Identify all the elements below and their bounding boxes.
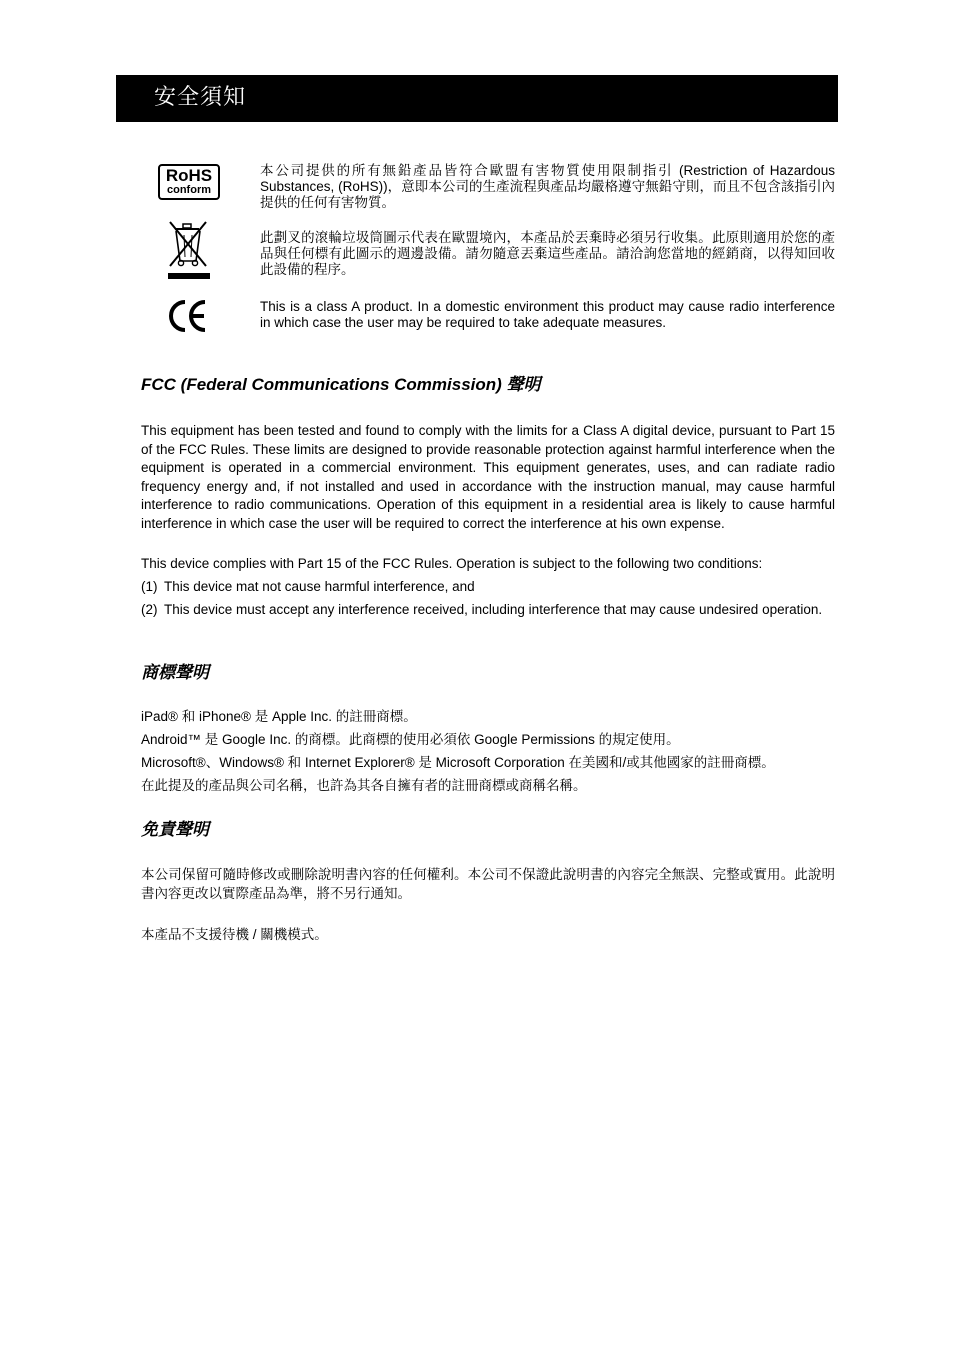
condition-text: This device must accept any interference received, including interference that may cause undesired operation. xyxy=(164,602,823,617)
ce-mark-icon xyxy=(167,299,209,333)
trademark-heading: 商標聲明 xyxy=(141,663,209,682)
rohs-logo-line2: conform xyxy=(167,184,211,196)
condition-number: (1) xyxy=(141,579,158,594)
rohs-notice-text: 本公司提供的所有無鉛產品皆符合歐盟有害物質使用限制指引 (Restriction of Hazardous Substances, (RoHS))，意即本公司的生產流程與產品均嚴格遵守無鉛守則，而且不包含該指引內提供的任何有害物質。 xyxy=(260,163,835,210)
trademark-line-google: Android™ 是 Google Inc. 的商標。此商標的使用必須依 Google Permissions 的規定使用。 xyxy=(141,732,680,747)
fcc-paragraph-2: This device complies with Part 15 of the FCC Rules. Operation is subject to the following two conditions: xyxy=(141,556,763,571)
fcc-paragraph-1: This equipment has been tested and found to comply with the limits for a Class A digital device, pursuant to Part 15 of the FCC Rules. These limits are designed to provide reasonable protection against harmful interference when the equipment is operated in a commercial environment. This equipment generates, uses, and can radiate radio frequency energy and, if not installed and used in accordance with the instruction manual, may cause harmful interference to radio communications. Operation of this equipment in a residential area is likely to cause harmful interference in which case the user will be required to correct the interference at his own expense. xyxy=(141,423,835,531)
crossed-out-wheelie-bin-icon xyxy=(164,219,212,281)
trademark-line-apple: iPad® 和 iPhone® 是 Apple Inc. 的註冊商標。 xyxy=(141,709,417,724)
condition-text: This device mat not cause harmful interference, and xyxy=(164,579,475,594)
trademark-line-microsoft: Microsoft®、Windows® 和 Internet Explorer® 是 Microsoft Corporation 在美國和/或其他國家的註冊商標。 xyxy=(141,755,775,770)
disclaimer-heading: 免責聲明 xyxy=(141,820,209,839)
disclaimer-paragraph-2: 本產品不支援待機 / 關機模式。 xyxy=(141,927,328,942)
fcc-condition-1 xyxy=(141,578,835,597)
section-header-bar xyxy=(116,75,838,122)
fcc-heading: FCC (Federal Communications Commission) 聲明 xyxy=(141,375,541,394)
weee-notice-text: 此劃叉的滾輪垃圾筒圖示代表在歐盟境內，本產品於丟棄時必須另行收集。此原則適用於您的產品與任何標有此圖示的週邊設備。請勿隨意丟棄這些產品。請洽詢您當地的經銷商，以得知回收此設備的程序。 xyxy=(260,230,835,277)
trademark-line-general: 在此提及的產品與公司名稱，也許為其各自擁有者的註冊商標或商稱名稱。 xyxy=(141,778,587,793)
disclaimer-paragraph-1: 本公司保留可隨時修改或刪除說明書內容的任何權利。本公司不保證此說明書的內容完全無誤、完整或實用。此說明書內容更改以實際產品為準，將不另行通知。 xyxy=(141,867,835,901)
rohs-logo-line1: RoHS xyxy=(165,166,213,185)
fcc-condition-2 xyxy=(141,601,835,620)
rohs-conform-logo xyxy=(158,164,220,200)
page-title: 安全須知 xyxy=(154,85,247,110)
condition-number: (2) xyxy=(141,602,158,617)
ce-notice-text: This is a class A product. In a domestic environment this product may cause radio interference in which case the user may be required to take adequate measures. xyxy=(260,299,835,330)
